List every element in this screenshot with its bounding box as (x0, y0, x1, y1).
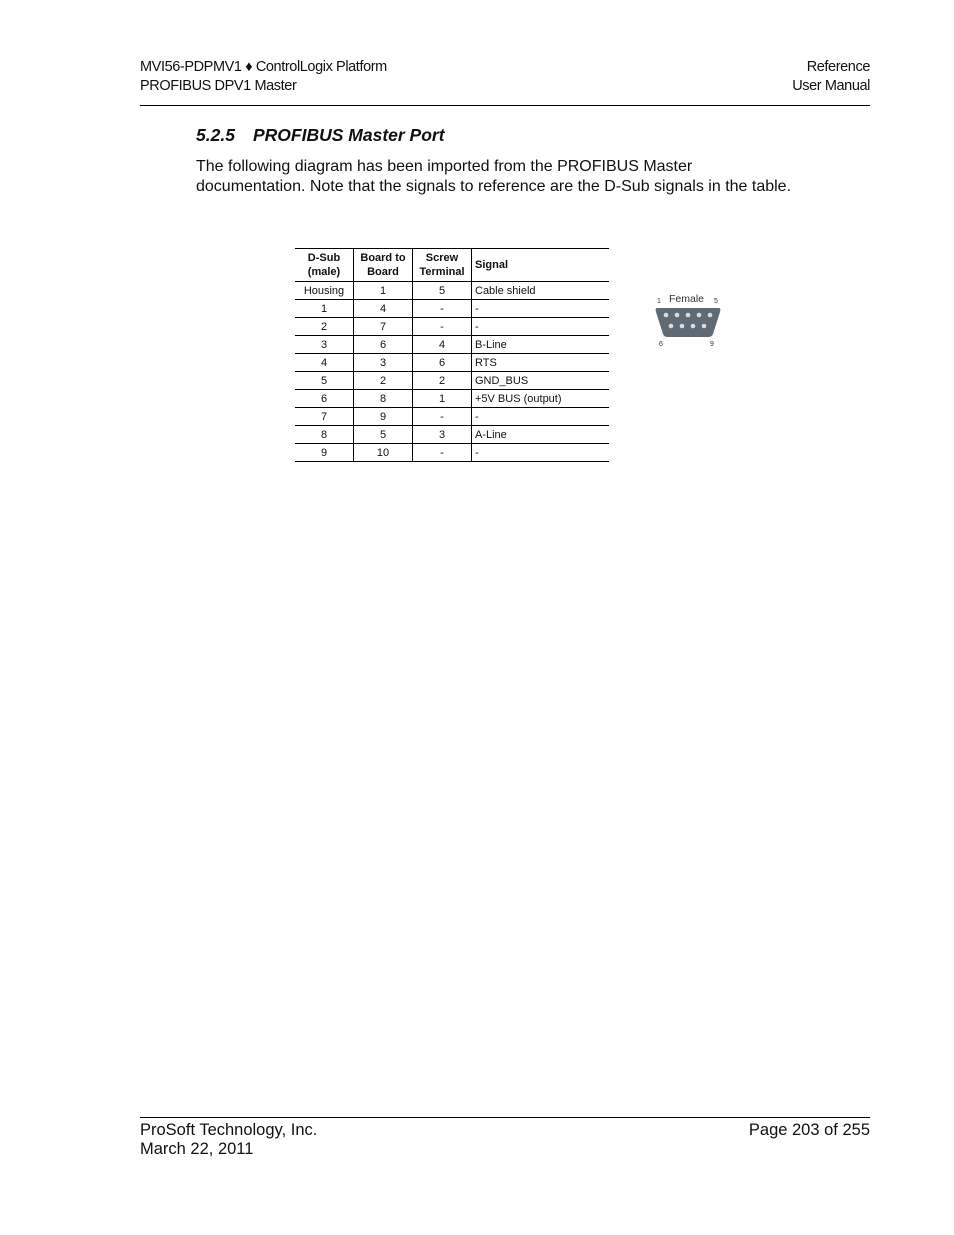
pin-9 (702, 324, 707, 329)
cell-board: 1 (354, 282, 413, 300)
header-dsub-line2: (male) (307, 266, 341, 278)
footer-company: ProSoft Technology, Inc. (140, 1121, 318, 1139)
header-section: Reference (806, 59, 870, 75)
table-row (295, 408, 609, 426)
table-row (295, 444, 609, 462)
pin-2 (675, 313, 680, 318)
cell-dsub: 2 (295, 318, 354, 336)
header-dsub (295, 249, 354, 282)
cell-dsub: 1 (295, 300, 354, 318)
pin-label-9: 9 (710, 341, 714, 348)
cell-screw: 4 (413, 336, 472, 354)
table-header-row (295, 249, 609, 282)
cell-board: 3 (354, 354, 413, 372)
intro-paragraph: The following diagram has been imported from the PROFIBUS Master documentation. Note that the signals to reference are the D-Sub signals in the table. (196, 158, 792, 195)
table-row (295, 390, 609, 408)
connector-label: Female (669, 293, 705, 305)
cell-dsub: 9 (295, 444, 354, 462)
pin-6 (669, 324, 674, 329)
pin-7 (680, 324, 685, 329)
connector-shell (656, 308, 721, 337)
table-row (295, 336, 609, 354)
header-dsub-line1: D-Sub (307, 252, 341, 264)
cell-screw: - (413, 444, 472, 462)
cell-board: 2 (354, 372, 413, 390)
cell-dsub: 7 (295, 408, 354, 426)
page-header (140, 58, 870, 106)
header-board-line1: Board to (360, 252, 406, 264)
cell-screw: - (413, 408, 472, 426)
cell-signal: A-Line (472, 426, 610, 444)
cell-dsub: 5 (295, 372, 354, 390)
cell-board: 7 (354, 318, 413, 336)
header-doc-type: User Manual (792, 78, 870, 94)
table-row (295, 426, 609, 444)
cell-screw: - (413, 318, 472, 336)
cell-signal: Cable shield (472, 282, 610, 300)
pin-label-5: 5 (714, 298, 718, 305)
cell-signal: - (472, 408, 610, 426)
pinout-table (295, 248, 609, 462)
cell-board: 5 (354, 426, 413, 444)
cell-board: 9 (354, 408, 413, 426)
cell-screw: 6 (413, 354, 472, 372)
pin-3 (686, 313, 691, 318)
cell-signal: RTS (472, 354, 610, 372)
cell-screw: - (413, 300, 472, 318)
cell-screw: 2 (413, 372, 472, 390)
pin-4 (697, 313, 702, 318)
cell-dsub: 3 (295, 336, 354, 354)
cell-signal: - (472, 300, 610, 318)
cell-signal: - (472, 444, 610, 462)
footer-date: March 22, 2011 (140, 1140, 254, 1158)
table-row (295, 318, 609, 336)
section-number: 5.2.5 (196, 125, 235, 145)
cell-dsub: Housing (295, 282, 354, 300)
page-footer (140, 1117, 870, 1159)
footer-page-number: Page 203 of 255 (748, 1121, 870, 1139)
header-product: MVI56-PDPMV1 ♦ ControlLogix Platform (140, 59, 387, 75)
cell-board: 10 (354, 444, 413, 462)
cell-signal: - (472, 318, 610, 336)
header-screw-line1: Screw (425, 252, 459, 264)
pin-1 (664, 313, 669, 318)
pin-8 (691, 324, 696, 329)
table-row (295, 372, 609, 390)
dsub-female-connector-illustration (652, 290, 724, 350)
cell-signal: GND_BUS (472, 372, 610, 390)
header-subtitle: PROFIBUS DPV1 Master (140, 78, 297, 94)
cell-board: 8 (354, 390, 413, 408)
section-heading (196, 125, 445, 146)
cell-screw: 3 (413, 426, 472, 444)
table-row (295, 300, 609, 318)
header-signal: Signal (472, 249, 610, 282)
table-row (295, 282, 609, 300)
header-board (354, 249, 413, 282)
header-screw-line2: Terminal (419, 266, 465, 278)
header-left (140, 58, 387, 96)
cell-dsub: 8 (295, 426, 354, 444)
header-screw (413, 249, 472, 282)
cell-screw: 5 (413, 282, 472, 300)
pin-5 (708, 313, 713, 318)
cell-signal: +5V BUS (output) (472, 390, 610, 408)
table-row (295, 354, 609, 372)
cell-dsub: 6 (295, 390, 354, 408)
cell-screw: 1 (413, 390, 472, 408)
cell-signal: B-Line (472, 336, 610, 354)
header-right (792, 58, 870, 96)
cell-dsub: 4 (295, 354, 354, 372)
header-board-line2: Board (367, 266, 399, 278)
section-title: PROFIBUS Master Port (253, 125, 445, 145)
cell-board: 6 (354, 336, 413, 354)
cell-board: 4 (354, 300, 413, 318)
pin-label-1: 1 (657, 298, 661, 305)
pin-label-6: 6 (659, 341, 663, 348)
footer-left (140, 1121, 317, 1159)
